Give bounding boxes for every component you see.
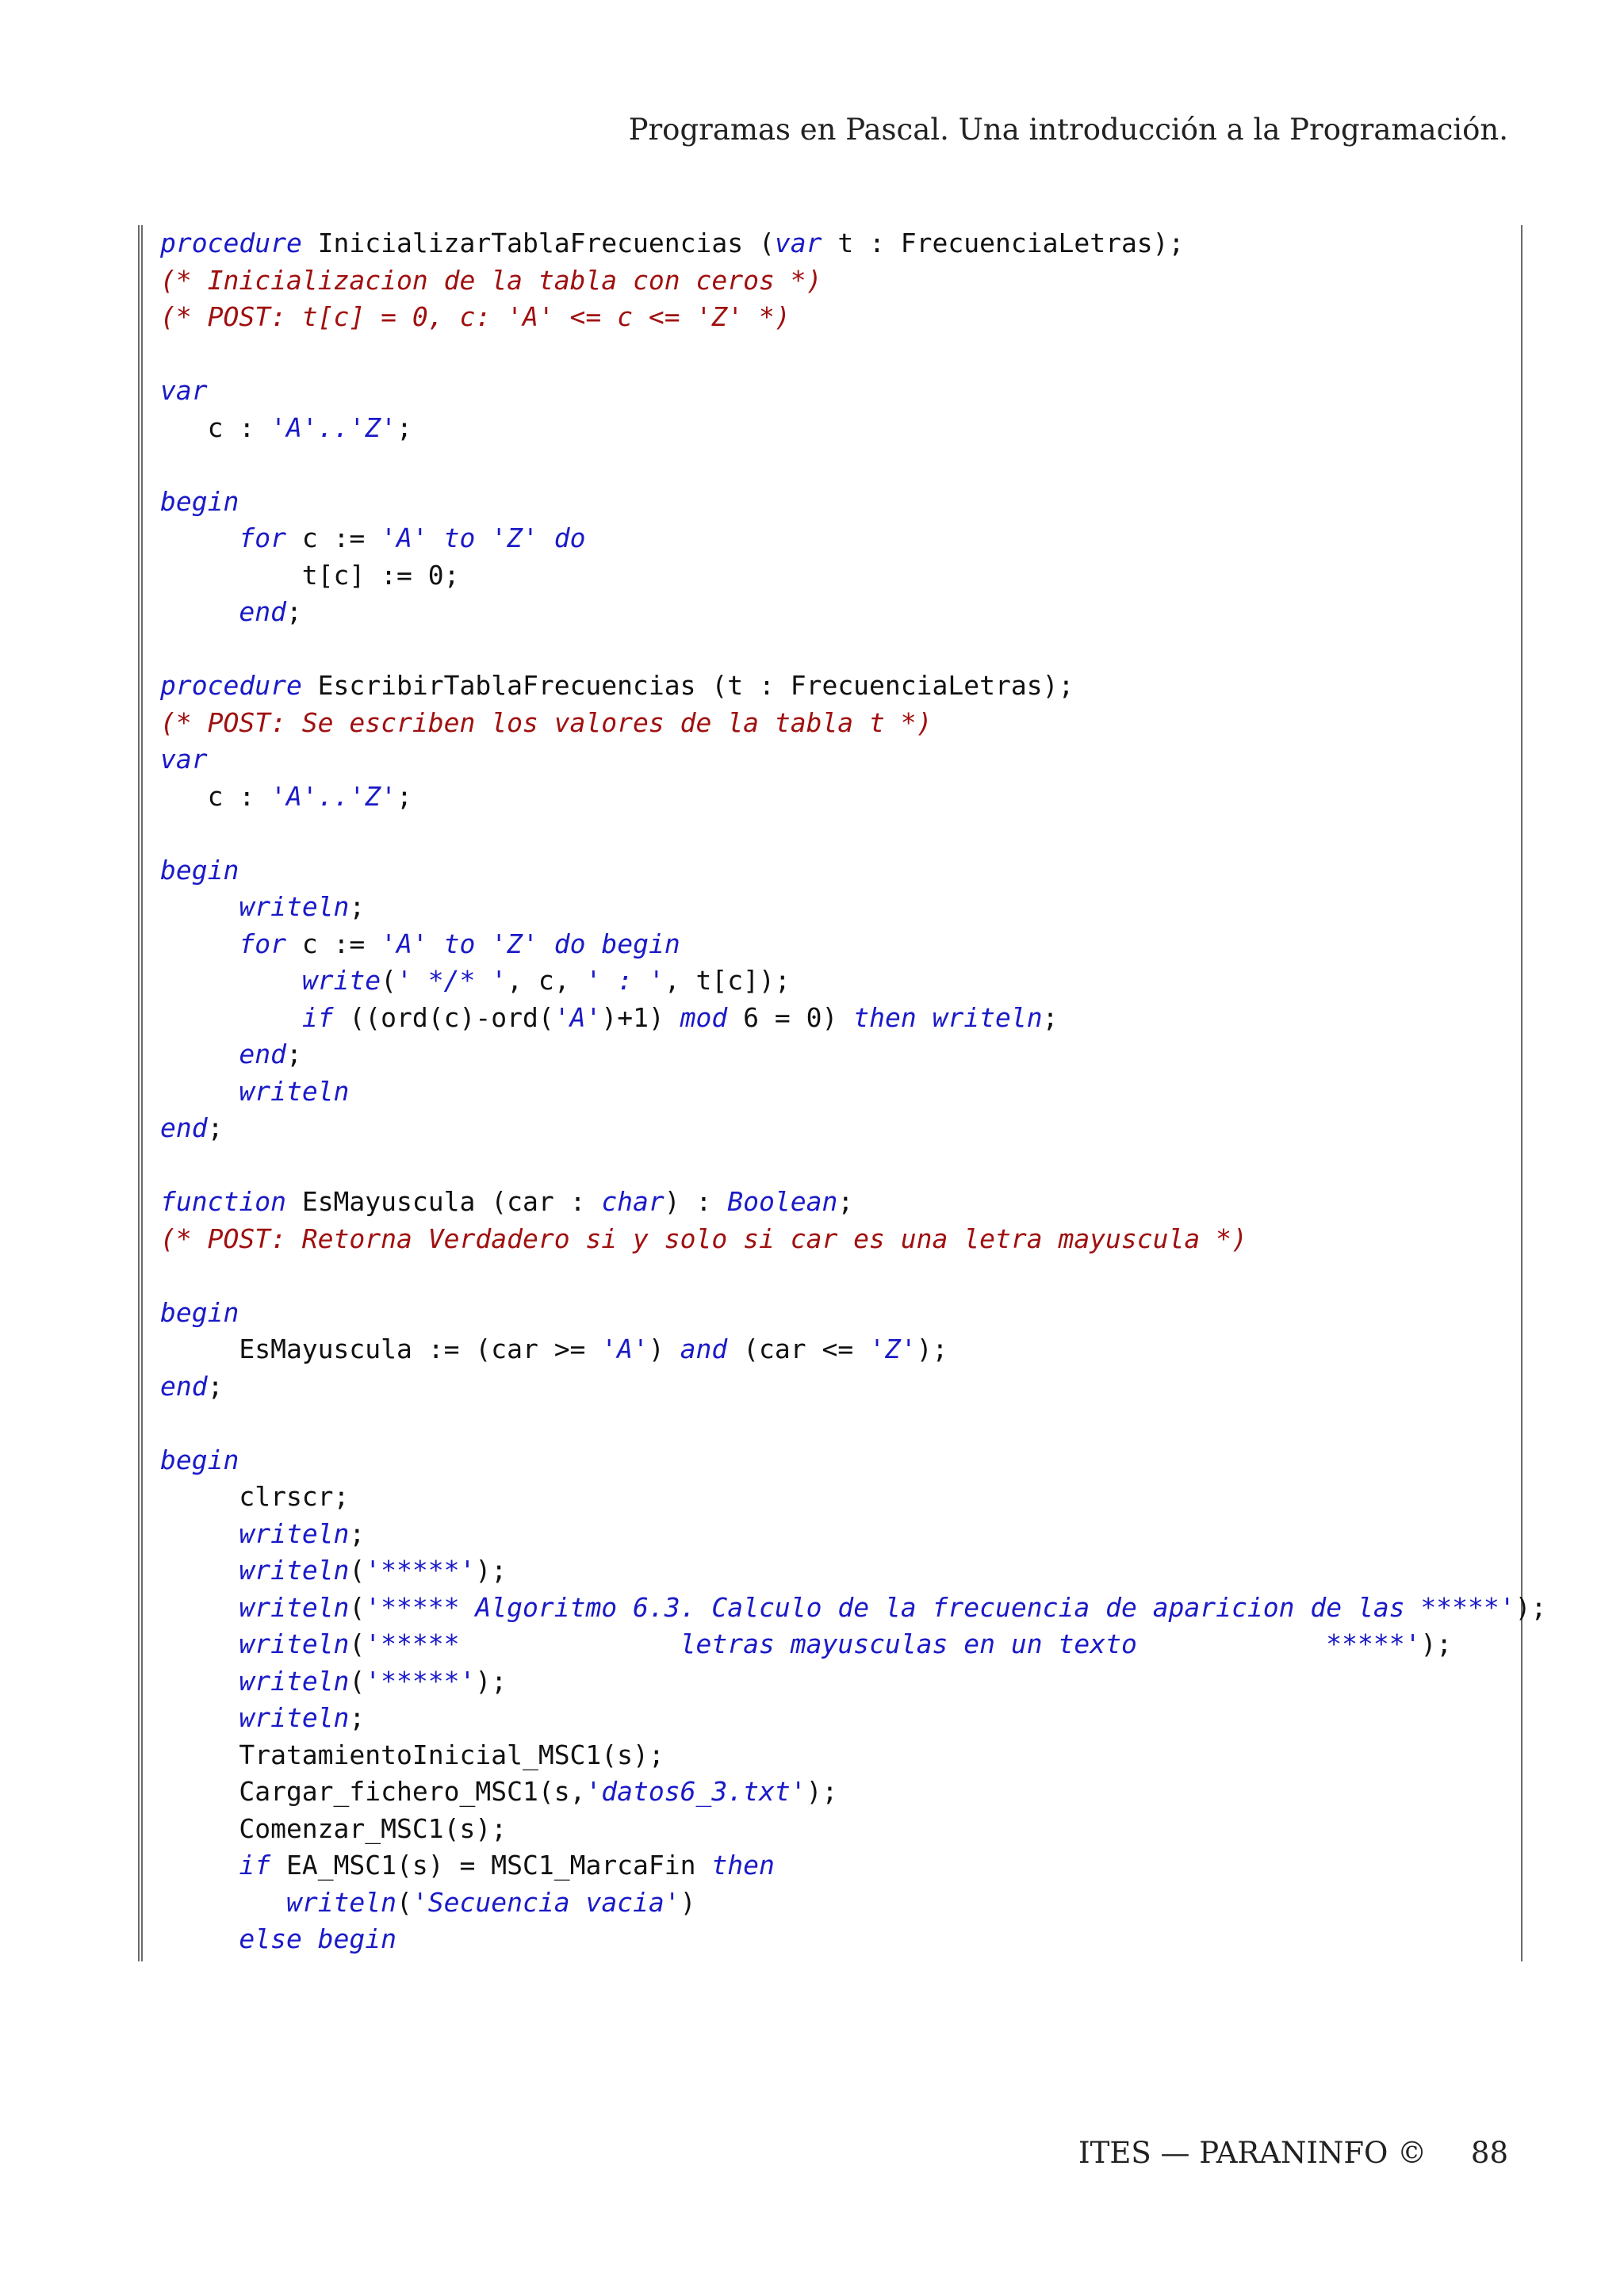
publisher-credit: ITES — PARANINFO © [1078,2136,1427,2170]
code-text: Comenzar_MSC1(s); [160,1812,508,1844]
code-line [160,1405,1521,1442]
code-keyword: writeln [285,1886,397,1918]
code-text: ) [648,1334,680,1364]
code-text: ( [349,1591,366,1623]
code-keyword: for [239,522,286,553]
code-line [160,299,1521,336]
code-text [160,522,239,553]
code-line [160,484,1521,521]
code-string: 'A' [381,928,428,959]
code-text: ; [396,411,412,443]
code-text: ); [1420,1628,1453,1659]
code-text: (car <= [727,1334,870,1364]
code-keyword: char [601,1186,665,1217]
code-string: 'A' [381,522,428,553]
code-keyword: do [553,522,586,553]
code-text [160,891,239,922]
code-string: ' : ' [585,965,665,996]
code-string: 'A'..'Z' [270,411,397,443]
code-text [160,1702,239,1733]
code-keyword: writeln [239,1628,350,1659]
code-keyword: write [301,965,381,996]
code-string: 'A'..'Z' [270,780,397,812]
code-line [160,1774,1521,1811]
code-text: ( [396,1886,412,1918]
code-keyword: if [239,1850,271,1881]
code-text: c : [160,780,271,812]
code-text [160,1555,239,1586]
code-text: c : [160,411,271,443]
code-line [160,410,1521,447]
code-text: EsMayuscula (car : [285,1186,602,1217]
code-keyword: end [239,1039,286,1070]
code-text: ; [207,1370,224,1402]
code-line [160,520,1521,557]
code-line [160,594,1521,631]
code-text [160,1628,239,1659]
code-text: EsMayuscula := (car >= [160,1334,602,1364]
code-keyword: Boolean [727,1186,838,1217]
code-keyword: end [160,1370,208,1402]
code-keyword: writeln [239,1591,350,1623]
code-line [160,705,1521,742]
code-line [160,1147,1521,1184]
code-text: t : FrecuenciaLetras); [822,228,1185,258]
code-text: ((ord(c)-ord( [333,1001,554,1033]
code-keyword: then writeln [853,1001,1043,1033]
code-comment: (* Inicializacion de la tabla con ceros *) [160,264,822,296]
code-comment: (* POST: Se escriben los valores de la tabla t *) [160,706,933,738]
code-text: EscribirTablaFrecuencias (t : FrecuenciaLetras); [301,670,1074,701]
code-keyword: end [239,596,286,627]
code-line [160,1184,1521,1221]
code-text: ); [806,1776,838,1807]
code-text [160,1887,286,1918]
code-keyword: procedure [160,670,302,701]
code-string: '***** Algoritmo 6.3. Calculo de la frecuencia de aparicion de las *****' [365,1591,1515,1623]
code-text: ; [349,1702,366,1733]
code-line [160,779,1521,816]
code-text [538,522,554,553]
code-line [160,446,1521,484]
code-text [428,522,444,553]
code-text: ) : [664,1186,728,1217]
code-keyword: begin [160,1444,239,1475]
code-text: c := [285,522,381,553]
code-line [160,1663,1521,1701]
code-keyword: begin [160,485,239,517]
code-line [160,889,1521,926]
code-keyword: end [160,1112,208,1143]
code-string: '*****' [365,1665,476,1697]
code-text: t[c] := 0; [160,559,460,591]
code-line [160,1036,1521,1073]
code-text: )+1) [601,1001,680,1033]
code-text [160,1002,302,1033]
code-listing-frame [138,225,1547,1961]
code-line [160,926,1521,963]
code-string: 'Secuencia vacia' [412,1886,680,1918]
code-text: ); [916,1334,948,1364]
code-keyword: writeln [239,1075,350,1107]
code-string: 'Z' [491,522,538,553]
code-text [160,1666,239,1697]
code-text: ) [680,1886,696,1918]
code-line [160,1000,1521,1037]
code-text: , t[c]); [664,965,791,996]
code-keyword: then [711,1850,775,1881]
code-line [160,741,1521,779]
code-line [160,1331,1521,1368]
code-listing [160,225,1547,1958]
code-text [160,965,302,996]
code-line [160,1921,1521,1958]
code-line [160,225,1521,262]
code-line [160,962,1521,1000]
code-text: , c, [507,965,586,996]
code-keyword: to [443,522,476,553]
code-line [160,1295,1521,1332]
code-line [160,1516,1521,1553]
code-text: Cargar_fichero_MSC1(s, [160,1776,586,1807]
code-line [160,815,1521,852]
code-line [160,631,1521,668]
code-line [160,1590,1547,1627]
code-text [160,596,239,627]
code-text [160,1518,239,1549]
code-text: ); [475,1665,508,1697]
code-keyword: writeln [239,1555,350,1586]
code-text [160,1039,239,1070]
code-line [160,852,1521,890]
code-line [160,1737,1521,1774]
page-footer [1078,2136,1508,2170]
code-text: 6 = 0) [727,1001,854,1033]
code-keyword: begin [160,1296,239,1328]
code-text [160,1076,239,1107]
code-text: ; [1042,1001,1059,1033]
running-header: Programas en Pascal. Una introducción a la Programación. [628,113,1508,147]
code-text [428,928,444,959]
code-line [160,373,1521,410]
code-line [160,1811,1521,1848]
code-keyword: var [774,228,822,258]
code-string: 'A' [553,1001,602,1033]
code-text: ; [349,1517,366,1549]
code-text: clrscr; [160,1481,350,1512]
code-keyword: mod [680,1001,728,1033]
code-line [160,1110,1521,1147]
code-keyword: var [160,375,208,406]
code-string: '*****' [365,1555,476,1586]
code-keyword: procedure [160,228,302,258]
code-text: c := [285,928,381,959]
code-keyword: if [301,1001,334,1033]
code-keyword: var [160,744,208,775]
code-text [160,1923,239,1954]
code-line [160,1368,1521,1406]
code-text [160,1850,239,1881]
code-text [475,522,491,553]
code-text: ( [349,1628,366,1659]
code-text: EA_MSC1(s) = MSC1_MarcaFin [270,1850,712,1881]
code-line [160,1479,1521,1516]
code-string: '***** letras mayusculas en un texto *****' [365,1628,1421,1659]
code-text: ); [1515,1591,1547,1623]
code-keyword: writeln [239,1517,350,1549]
code-text: ( [349,1665,366,1697]
code-text [475,928,491,959]
code-line [160,1221,1521,1258]
code-line [160,1700,1521,1737]
code-string: ' */* ' [396,965,508,996]
code-line [160,668,1521,705]
code-string: 'datos6_3.txt' [585,1776,806,1807]
code-text: ; [349,891,366,922]
code-keyword: function [160,1186,286,1217]
code-line [160,1626,1521,1663]
page-number: 88 [1470,2136,1508,2170]
code-line [160,557,1521,595]
code-text: ; [207,1112,224,1143]
code-keyword: writeln [239,1702,350,1733]
code-line [160,336,1521,373]
code-line [160,1073,1521,1111]
code-keyword: writeln [239,1665,350,1697]
code-text: TratamientoInicial_MSC1(s); [160,1739,665,1770]
code-comment: (* POST: Retorna Verdadero si y solo si car es una letra mayuscula *) [160,1223,1247,1254]
code-text: ( [381,965,397,996]
code-keyword: and [680,1334,728,1364]
code-keyword: else begin [239,1923,397,1954]
code-line [160,1552,1521,1590]
code-line [160,1885,1521,1922]
code-text: ; [837,1186,854,1217]
code-text [160,1592,239,1623]
code-keyword: for [239,928,286,959]
code-text [538,928,554,959]
code-text [160,928,239,959]
code-text: ( [349,1555,366,1586]
code-text: ); [475,1555,508,1586]
code-comment: (* POST: t[c] = 0, c: 'A' <= c <= 'Z' *) [160,301,791,332]
code-line [160,262,1521,300]
code-string: 'Z' [491,928,538,959]
code-text: ; [396,780,412,812]
code-keyword: writeln [239,891,350,922]
code-line [160,1847,1521,1885]
code-keyword: do begin [553,928,680,959]
code-keyword: begin [160,854,239,886]
code-text: InicializarTablaFrecuencias ( [301,228,775,258]
code-text: ; [285,1039,302,1070]
code-string: 'Z' [869,1334,917,1364]
code-keyword: to [443,928,476,959]
code-text: ; [285,596,302,627]
code-line [160,1442,1521,1479]
code-string: 'A' [601,1334,649,1364]
code-line [160,1257,1521,1295]
